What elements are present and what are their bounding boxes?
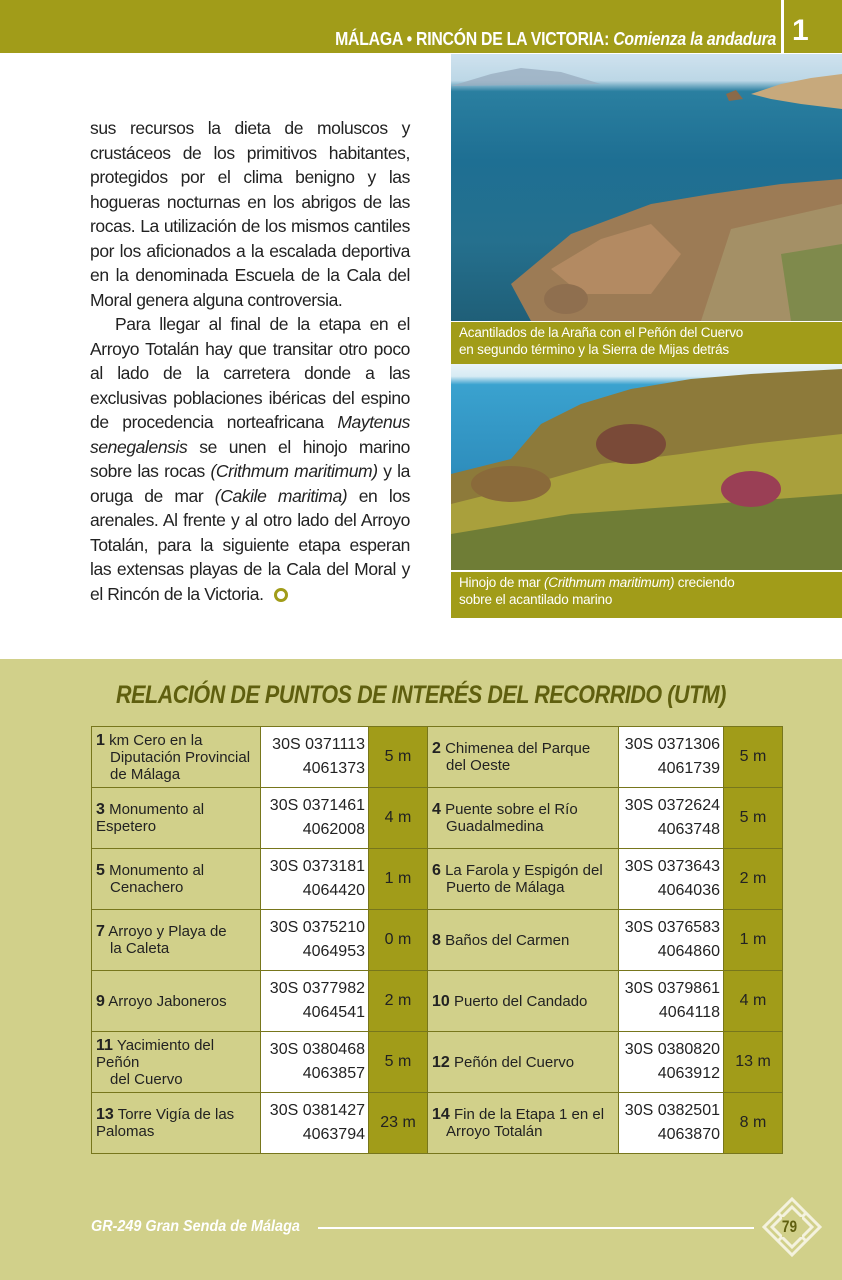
utm-coordinates-cell xyxy=(619,788,724,849)
points-of-interest-section xyxy=(0,659,842,1280)
poi-name: Arroyo y Playa de xyxy=(108,923,227,940)
altitude-cell: 23 m xyxy=(369,1093,428,1154)
table-row xyxy=(92,971,783,1032)
altitude-cell: 2 m xyxy=(724,849,783,910)
utm-easting: 30S 0373643 xyxy=(624,858,720,875)
book-title: GR-249 Gran Senda de Málaga xyxy=(91,1218,300,1235)
utm-easting: 30S 0373181 xyxy=(269,858,365,875)
poi-name: Monumento al xyxy=(109,862,205,879)
altitude-cell: 5 m xyxy=(369,1032,428,1093)
utm-coordinates-cell xyxy=(619,1032,724,1093)
poi-number: 9 xyxy=(96,992,105,1010)
utm-northing: 4063870 xyxy=(657,1126,720,1143)
utm-easting: 30S 0375210 xyxy=(269,919,365,936)
table-row xyxy=(92,1032,783,1093)
utm-northing: 4063857 xyxy=(302,1065,365,1082)
poi-number: 1 xyxy=(96,731,105,749)
utm-easting: 30S 0381427 xyxy=(269,1102,365,1119)
coast-cliffs-illustration xyxy=(451,54,842,321)
poi-name: Baños del Carmen xyxy=(445,931,570,949)
utm-easting: 30S 0377982 xyxy=(269,980,365,997)
utm-northing: 4064860 xyxy=(657,943,720,960)
table-row xyxy=(92,910,783,971)
stage-number: 1 xyxy=(792,14,809,47)
poi-name-cell xyxy=(428,788,619,849)
utm-northing: 4061739 xyxy=(657,760,720,777)
poi-name-cell xyxy=(92,971,261,1032)
poi-name: Puente sobre el Río xyxy=(445,801,578,818)
header-divider xyxy=(781,0,784,53)
poi-number: 5 xyxy=(96,862,105,879)
table-row xyxy=(92,849,783,910)
poi-name-cell xyxy=(428,1093,619,1154)
end-of-text-circle-icon xyxy=(274,588,288,602)
utm-coordinates-cell xyxy=(619,849,724,910)
poi-number: 2 xyxy=(432,740,441,757)
altitude-cell: 0 m xyxy=(369,910,428,971)
paragraph-2: Para llegar al final de la etapa en el Arroyo Totalán hay que transitar otro poco al lado de la carretera donde a las exclusivas poblaciones ibéricas del espino de procedencia norteafricana Maytenus senegalensis se unen el hinojo marino sobre las rocas (Crithmum maritimum) y la oruga de mar (Cakile maritima) en los arenales. Al frente y al otro lado del Arroyo Totalán, para la siguiente etapa esperan las extensas playas de la Cala del Moral y el Rincón de la Victoria. xyxy=(90,314,411,604)
altitude-cell: 8 m xyxy=(724,1093,783,1154)
poi-name: Puerto del Candado xyxy=(453,992,588,1010)
utm-northing: 4063912 xyxy=(657,1065,720,1082)
poi-name-continued: Puerto de Málaga xyxy=(446,879,565,896)
utm-coordinates-cell xyxy=(261,727,369,788)
poi-name-continued: del Oeste xyxy=(446,757,511,774)
utm-northing: 4064036 xyxy=(657,882,720,899)
altitude-cell: 5 m xyxy=(369,727,428,788)
poi-name-cell xyxy=(92,849,261,910)
utm-northing: 4064118 xyxy=(658,1004,720,1021)
page-number: 79 xyxy=(781,1217,798,1236)
poi-number: 6 xyxy=(432,862,441,879)
body-text xyxy=(90,116,410,606)
utm-coordinates-cell xyxy=(261,1093,369,1154)
utm-coordinates-cell xyxy=(261,910,369,971)
poi-number: 3 xyxy=(96,801,105,818)
altitude-cell: 4 m xyxy=(369,788,428,849)
utm-northing: 4063748 xyxy=(657,821,720,838)
poi-name-cell xyxy=(92,910,261,971)
poi-name-cell xyxy=(92,1093,261,1154)
poi-name-continued: Diputación Provincial de Málaga xyxy=(110,748,251,783)
utm-coordinates-cell xyxy=(261,788,369,849)
poi-name: Peñón del Cuervo xyxy=(453,1053,575,1071)
utm-easting: 30S 0380820 xyxy=(624,1041,720,1058)
photo-caption-2: Hinojo de mar (Crithmum maritimum) creciendo sobre el acantilado marino xyxy=(451,572,842,618)
poi-table xyxy=(91,726,783,1154)
utm-coordinates-cell xyxy=(619,910,724,971)
poi-number: 4 xyxy=(432,801,441,818)
utm-coordinates-cell xyxy=(619,727,724,788)
sea-fennel-vegetation-illustration xyxy=(451,364,842,570)
poi-name-cell xyxy=(428,910,619,971)
paragraph-1: sus recursos la dieta de moluscos y crustáceos de los primitivos habitantes, protegidos por el clima benigno y las hogueras nocturnas en los abrigos de las rocas. La utilización de los mismos cantiles por los aficionados a la escalada deportiva en la denominada Escuela de la Cala del Moral genera alguna controversia. xyxy=(90,118,410,310)
altitude-cell: 5 m xyxy=(724,727,783,788)
photo-cliffs-araña xyxy=(451,54,842,321)
poi-name-cell xyxy=(428,849,619,910)
poi-name: km Cero en la xyxy=(109,731,203,749)
footer-rule xyxy=(318,1227,754,1229)
poi-name: Yacimiento del Peñón xyxy=(96,1036,215,1071)
poi-number: 12 xyxy=(432,1053,450,1071)
utm-easting: 30S 0371306 xyxy=(624,736,720,753)
table-row xyxy=(92,1093,783,1154)
utm-coordinates-cell xyxy=(261,971,369,1032)
poi-name-cell xyxy=(428,1032,619,1093)
poi-number: 7 xyxy=(96,923,105,940)
poi-name: Arroyo Jaboneros xyxy=(108,992,227,1010)
altitude-cell: 1 m xyxy=(369,849,428,910)
utm-easting: 30S 0372624 xyxy=(624,797,720,814)
poi-name-continued: Arroyo Totalán xyxy=(446,1123,543,1140)
altitude-cell: 4 m xyxy=(724,971,783,1032)
altitude-cell: 13 m xyxy=(724,1032,783,1093)
poi-name: Torre Vigía de las Palomas xyxy=(96,1106,235,1140)
poi-table-title: RELACIÓN DE PUNTOS DE INTERÉS DEL RECORRIDO (UTM) xyxy=(115,681,727,709)
utm-northing: 4064953 xyxy=(302,943,365,960)
table-row xyxy=(92,788,783,849)
utm-northing: 4063794 xyxy=(302,1126,365,1143)
poi-name-cell xyxy=(92,1032,261,1093)
utm-easting: 30S 0376583 xyxy=(624,919,720,936)
poi-name: Chimenea del Parque xyxy=(445,740,591,757)
poi-number: 13 xyxy=(96,1106,114,1123)
header-bar xyxy=(0,0,842,53)
poi-name-continued: Cenachero xyxy=(110,879,184,896)
utm-coordinates-cell xyxy=(619,1093,724,1154)
utm-easting: 30S 0371113 xyxy=(272,736,365,753)
utm-coordinates-cell xyxy=(261,849,369,910)
poi-number: 8 xyxy=(432,931,441,949)
utm-northing: 4061373 xyxy=(302,760,365,777)
poi-name-cell xyxy=(428,971,619,1032)
poi-name: La Farola y Espigón del xyxy=(445,862,603,879)
photo-caption-1: Acantilados de la Araña con el Peñón del Cuervo en segundo término y la Sierra de Mijas detrás xyxy=(451,322,842,365)
utm-northing: 4064420 xyxy=(302,882,365,899)
utm-easting: 30S 0379861 xyxy=(624,980,720,997)
table-row xyxy=(92,727,783,788)
altitude-cell: 1 m xyxy=(724,910,783,971)
poi-name-cell xyxy=(92,788,261,849)
utm-northing: 4064541 xyxy=(302,1004,365,1021)
altitude-cell: 2 m xyxy=(369,971,428,1032)
poi-name-continued: del Cuervo xyxy=(110,1070,183,1088)
poi-name-continued: Guadalmedina xyxy=(446,818,544,835)
poi-name-continued: la Caleta xyxy=(110,940,170,957)
utm-easting: 30S 0382501 xyxy=(624,1102,720,1119)
photo-sea-fennel xyxy=(451,364,842,570)
utm-coordinates-cell xyxy=(619,971,724,1032)
poi-name-cell xyxy=(92,727,261,788)
utm-easting: 30S 0371461 xyxy=(269,797,365,814)
chapter-title: MÁLAGA • RINCÓN DE LA VICTORIA: Comienza la andadura xyxy=(335,29,776,49)
poi-number: 10 xyxy=(432,992,450,1010)
utm-easting: 30S 0380468 xyxy=(269,1041,365,1058)
poi-number: 11 xyxy=(96,1036,113,1054)
poi-name: Fin de la Etapa 1 en el xyxy=(453,1106,605,1123)
poi-number: 14 xyxy=(432,1106,450,1123)
utm-coordinates-cell xyxy=(261,1032,369,1093)
poi-name: Monumento al Espetero xyxy=(96,801,205,835)
utm-northing: 4062008 xyxy=(302,821,365,838)
poi-name-cell xyxy=(428,727,619,788)
altitude-cell: 5 m xyxy=(724,788,783,849)
